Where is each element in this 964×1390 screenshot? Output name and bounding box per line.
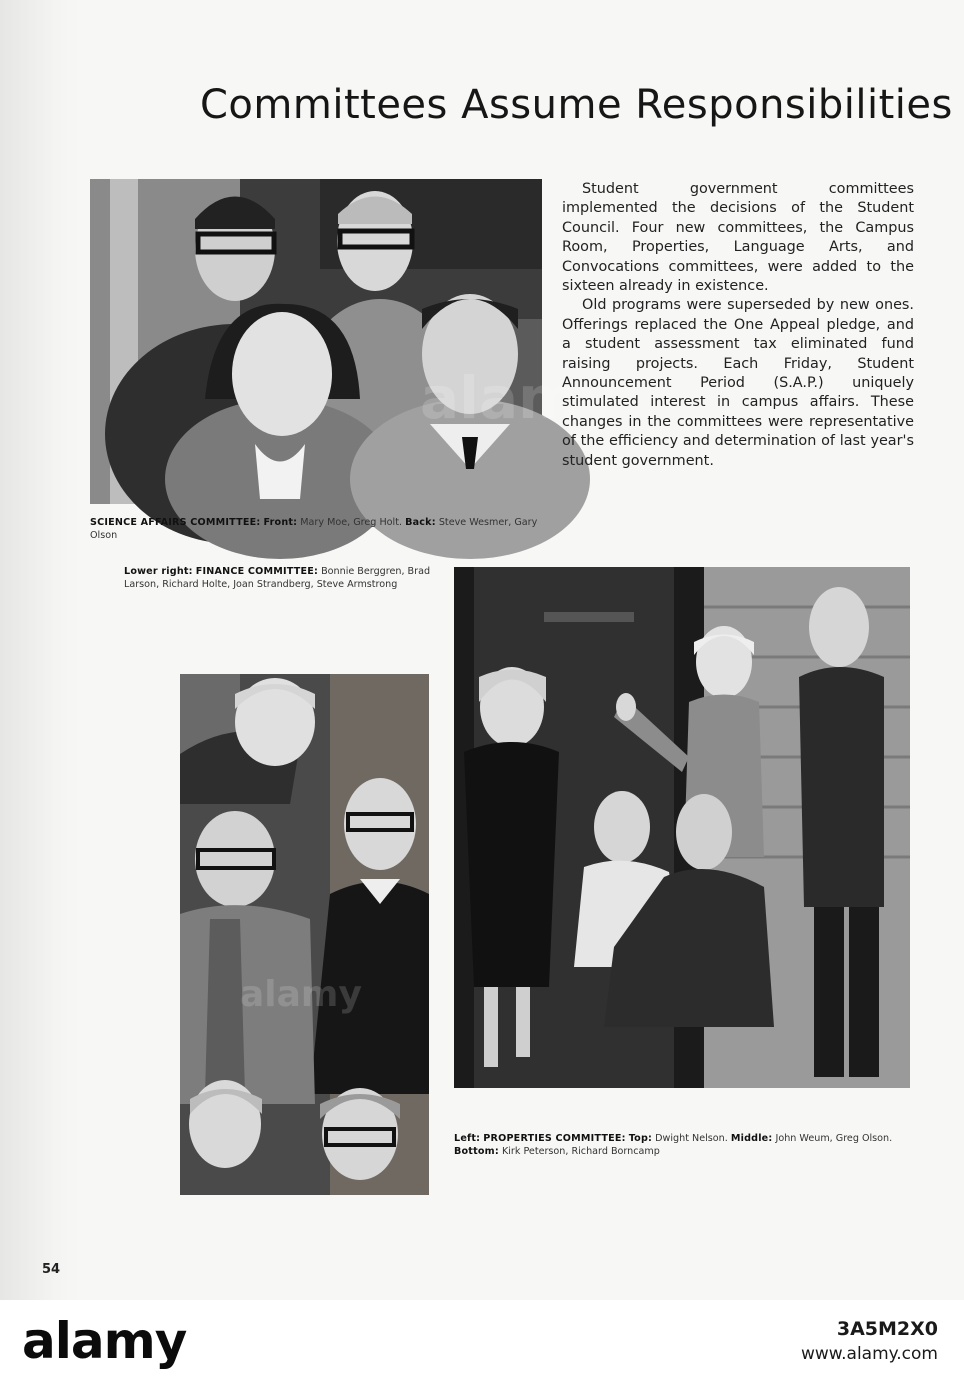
caption-names: Dwight Nelson.: [655, 1133, 728, 1144]
caption-lead: Left:: [454, 1133, 481, 1144]
caption-names: John Weum, Greg Olson.: [775, 1133, 893, 1144]
caption-lead: Lower right:: [124, 566, 193, 577]
caption-label: Middle:: [730, 1133, 773, 1144]
article-body: [562, 180, 914, 471]
page-gutter: [0, 0, 80, 1300]
photo-finance: [180, 674, 429, 1195]
caption-heading: SCIENCE AFFAIRS COMMITTEE:: [90, 517, 261, 528]
caption-names: Mary Moe, Greg Holt.: [300, 517, 403, 528]
caption-names: Bonnie Berggren, Brad Larson, Richard Holte, Joan Strandberg, Steve Armstrong: [124, 566, 431, 590]
page-title: Committees Assume Responsibilities: [200, 82, 953, 128]
caption-label: Back:: [405, 517, 436, 528]
caption-science-affairs: [90, 517, 542, 542]
body-paragraph: Old programs were superseded by new ones. Offerings replaced the One Appeal pledge, and a student assessment tax eliminated fund raising projects. Each Friday, Student Announcement Period (S.A.P.) uniquely stimulated interest in campus affairs. These changes in the committees were representative of the efficiency and determination of last year's student government.: [562, 297, 914, 469]
stock-image-id: 3A5M2X0: [836, 1318, 938, 1340]
body-paragraph: Student government committees implemented the decisions of the Student Council. Four new committees, the Campus Room, Properties, Language Arts, and Convocations committees, were added to the sixteen already in existence.: [562, 181, 914, 295]
photo-properties: [454, 567, 910, 1088]
caption-finance: [124, 566, 436, 591]
caption-properties: [454, 1133, 910, 1158]
page-number: 54: [42, 1262, 61, 1277]
stock-logo: alamy: [22, 1312, 187, 1370]
caption-label: Bottom:: [454, 1145, 499, 1157]
caption-label: Top:: [628, 1133, 653, 1144]
caption-heading: FINANCE COMMITTEE:: [195, 566, 319, 577]
caption-heading: PROPERTIES COMMITTEE:: [483, 1133, 626, 1144]
caption-names: Kirk Peterson, Richard Borncamp: [501, 1145, 660, 1157]
stock-url: www.alamy.com: [800, 1344, 938, 1364]
caption-names: Steve Wesmer, Gary Olson: [90, 517, 538, 541]
photo-science-affairs: [90, 179, 542, 504]
caption-label: Front:: [263, 517, 298, 528]
stock-meta: [801, 1316, 938, 1366]
